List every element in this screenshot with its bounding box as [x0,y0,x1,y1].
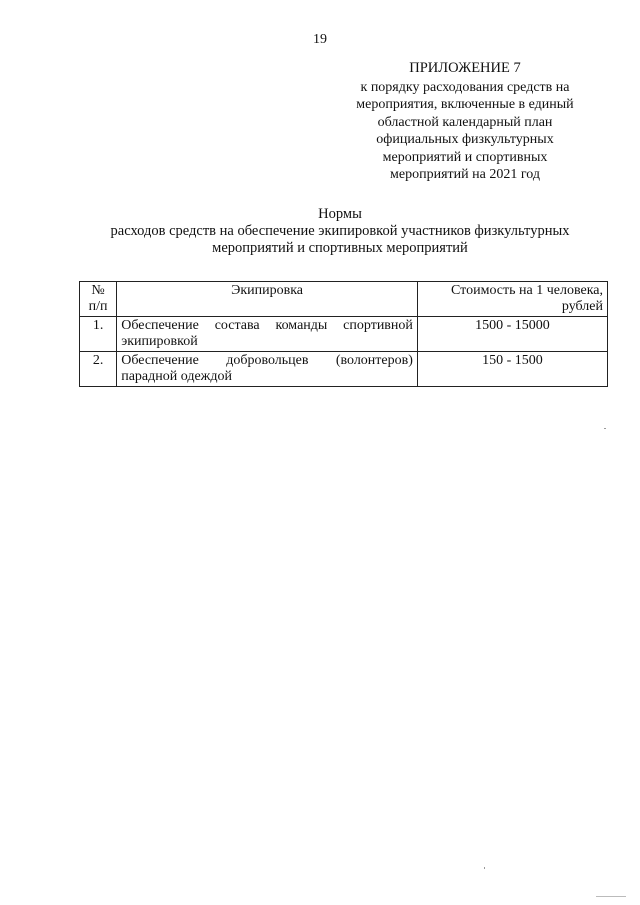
table-header-row [80,282,608,317]
appendix-line: к порядку расходования средств на [360,79,570,95]
norms-table [79,281,608,387]
header-cost [417,282,607,317]
scan-speck [604,428,606,429]
appendix-line: мероприятий и спортивных [382,149,548,165]
heading-subtitle-line: расходов средств на обеспечение экипировкой участников физкультурных [110,223,570,239]
document-heading [60,206,620,257]
row-num: 2. [80,352,117,387]
appendix-line: областной календарный план [377,114,553,130]
page-number: 19 [313,32,327,47]
table-row [80,352,608,387]
appendix-line: мероприятия, включенные в единый [356,97,574,112]
row-num: 1. [80,317,117,352]
appendix-block [330,60,600,184]
row-equipment: Обеспечение добровольцев (волонтеров) парадной одеждой [117,352,418,387]
scan-speck [596,896,626,897]
header-cost-line: рублей [561,299,603,314]
row-cost: 150 - 1500 [417,352,607,387]
scan-speck [484,867,485,869]
appendix-line: мероприятий на 2021 год [390,167,540,182]
header-num-line: № [91,283,105,298]
appendix-line: официальных физкультурных [376,132,554,147]
header-cost-line: Стоимость на 1 человека, [451,283,603,298]
header-num-line: п/п [88,299,108,314]
header-num [80,282,117,317]
table-row [80,317,608,352]
appendix-title: ПРИЛОЖЕНИЕ 7 [409,60,521,76]
header-equipment: Экипировка [117,282,418,317]
row-cost: 1500 - 15000 [417,317,607,352]
heading-subtitle-line: мероприятий и спортивных мероприятий [212,240,468,256]
heading-title: Нормы [318,206,362,222]
row-equipment: Обеспечение состава команды спортивной экипировкой [117,317,418,352]
